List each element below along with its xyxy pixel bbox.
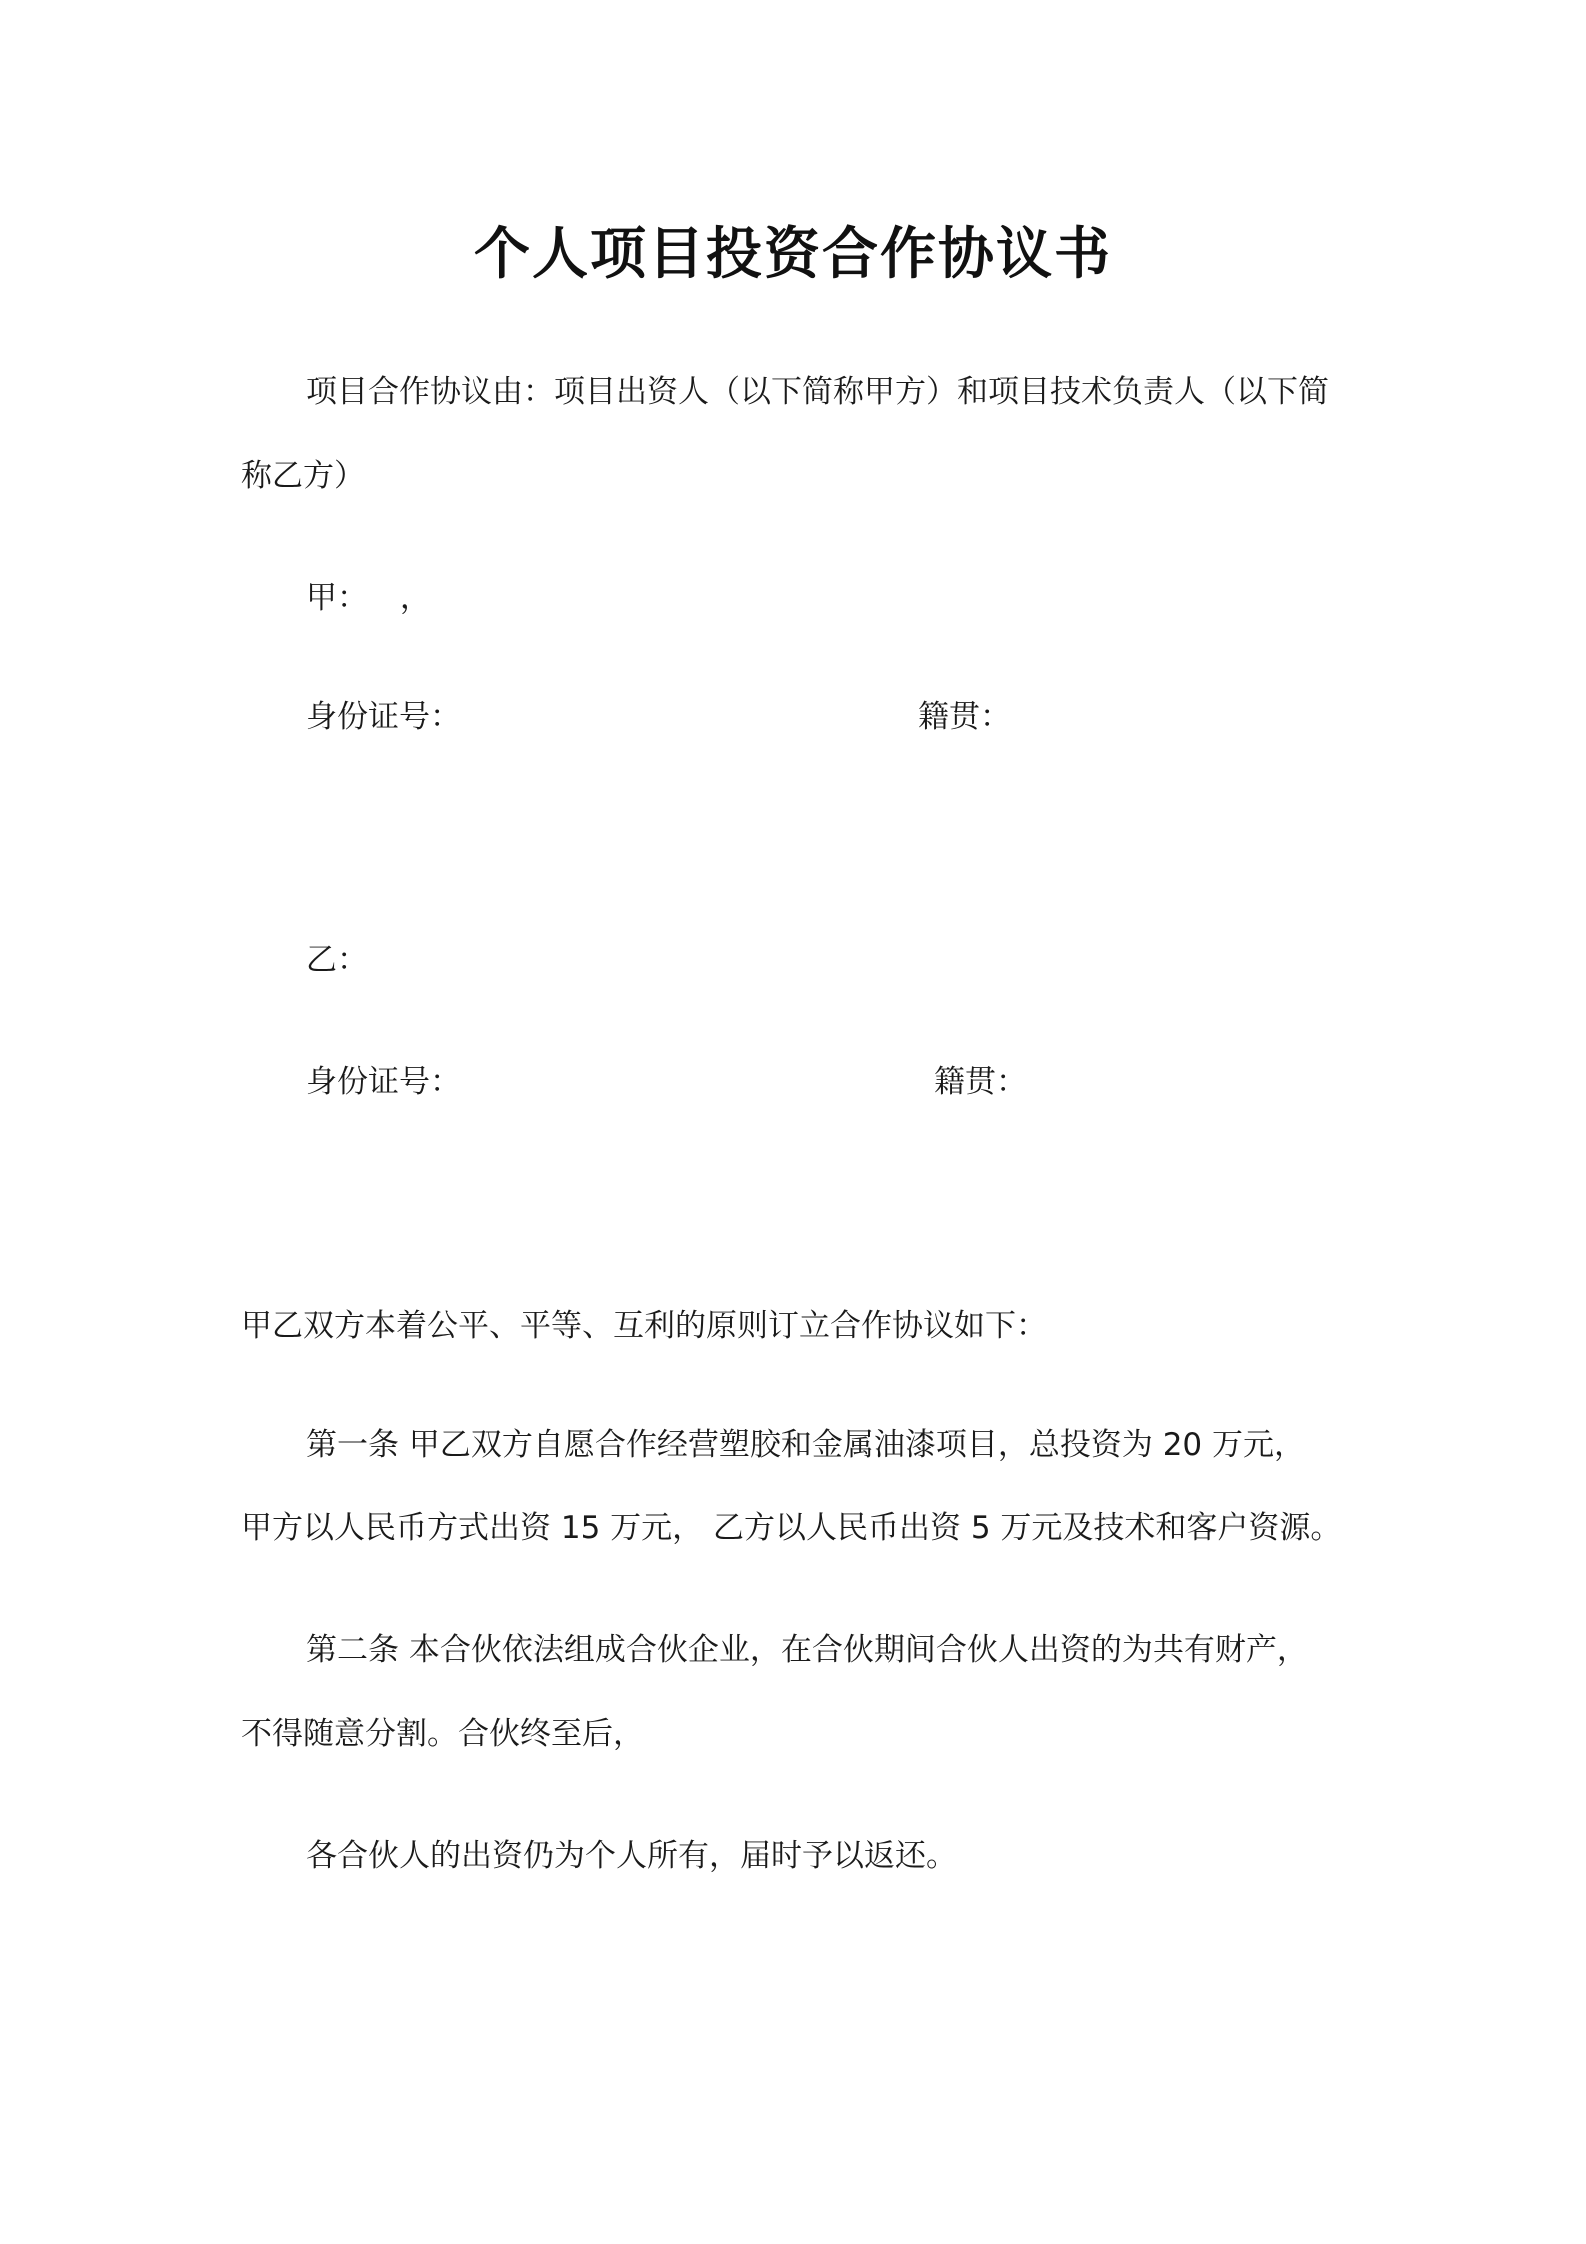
party-b-origin-label: 籍贯： [934,1064,1027,1100]
article1-line-1: 第一条 甲乙双方自愿合作经营塑胶和金属油漆项目，总投资为 20 万元， [306,1427,1306,1463]
party-a-origin-label: 籍贯： [918,699,1011,735]
party-a-id-label: 身份证号： [306,699,461,735]
intro-line-2: 称乙方） [241,458,365,494]
article2-line-1: 第二条 本合伙依法组成合伙企业，在合伙期间合伙人出资的为共有财产， [306,1632,1308,1668]
principle-line: 甲乙双方本着公平、平等、互利的原则订立合作协议如下： [241,1308,1047,1344]
party-a-row [306,578,431,618]
document-title: 个人项目投资合作协议书 [474,222,1112,287]
article1-line-2: 甲方以人民币方式出资 15 万元， 乙方以人民币出资 5 万元及技术和客户资源。 [241,1510,1342,1546]
article2-line-3: 各合伙人的出资仍为个人所有，届时予以返还。 [306,1838,957,1874]
party-b-id-label: 身份证号： [306,1064,461,1100]
article2-line-2: 不得随意分割。合伙终至后， [241,1716,644,1752]
party-a-label: 甲： [306,580,368,616]
party-a-value: ， [399,580,431,616]
party-b-label: 乙： [306,942,368,978]
intro-line-1: 项目合作协议由：项目出资人（以下简称甲方）和项目技术负责人（以下简 [306,374,1329,410]
